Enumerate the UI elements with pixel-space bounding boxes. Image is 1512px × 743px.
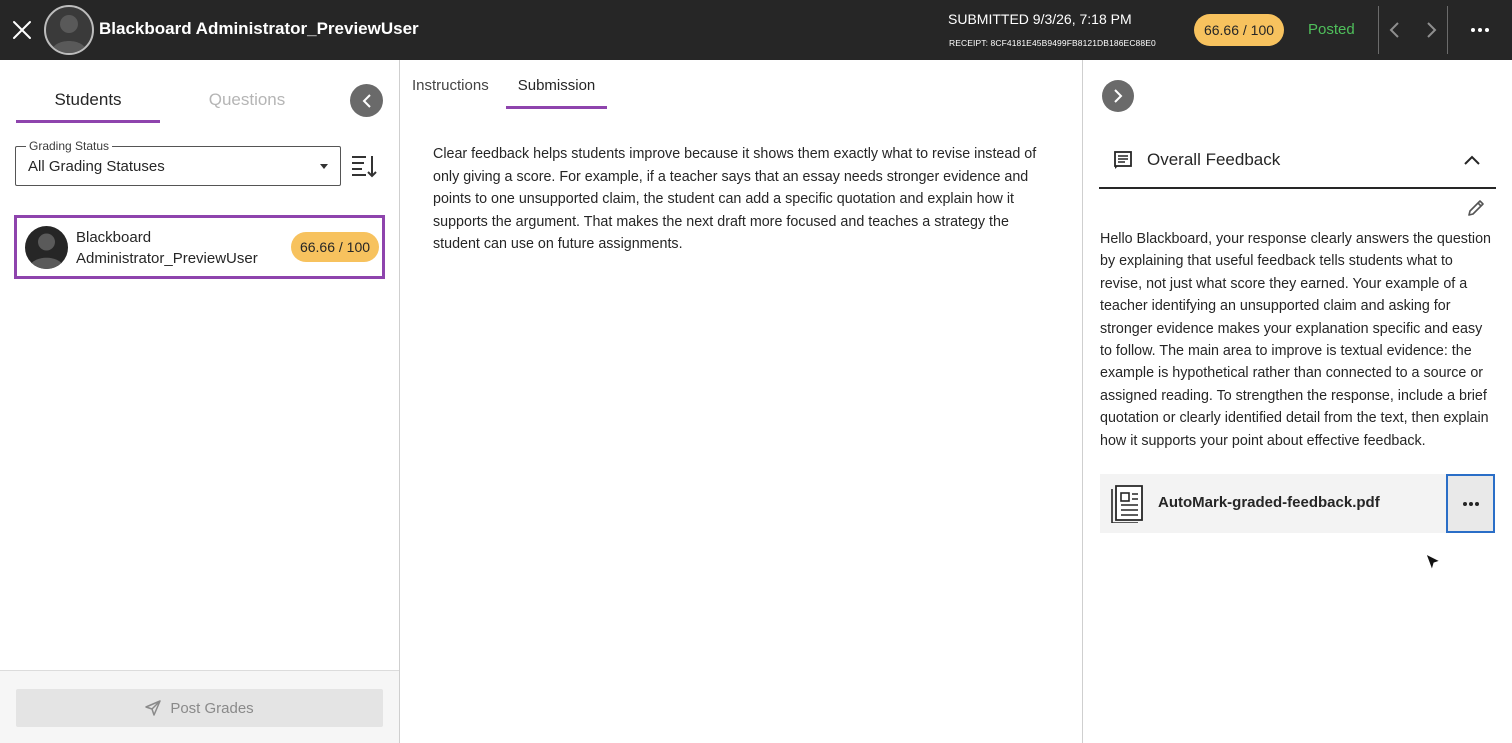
overall-feedback-title: Overall Feedback: [1147, 150, 1281, 169]
feedback-icon: [1113, 150, 1133, 170]
panel-footer: [0, 670, 399, 743]
student-name: Blackboard Administrator_PreviewUser: [76, 229, 258, 267]
next-student-button[interactable]: [1417, 16, 1445, 44]
divider: [1378, 6, 1379, 54]
avatar-icon: [25, 226, 68, 269]
overall-feedback-header[interactable]: [1099, 138, 1496, 189]
user-avatar: [44, 5, 94, 55]
more-icon: [1462, 501, 1480, 507]
avatar-icon: [46, 7, 92, 53]
top-bar: [0, 0, 1512, 60]
student-list-item[interactable]: [14, 215, 385, 279]
divider: [1447, 6, 1448, 54]
submission-text: Clear feedback helps students improve because it shows them exactly what to revise instead of only giving a score. For example, if a teacher says that an essay needs stronger evidence and points to one unsupported claim, the student can add a specific quotation and explain how it supports the argument. That makes the next draft more focused and teaches a strategy the student can use on future assignments.: [433, 146, 1037, 252]
attachment-options-button[interactable]: [1446, 474, 1495, 533]
more-icon: [1470, 27, 1490, 33]
overall-feedback-text: Hello Blackboard, your response clearly answers the question by explaining that useful feedback tells students what to revise, not just what score they earned. Your example of a teacher identifying an unsupported claim and asking for stronger evidence makes your explanation specific and easy to follow. The main area to improve is textual evidence: the example is hypothetical rather than connected to a source or assigned reading. To strengthen the response, include a brief quotation or clearly identified detail from the text, then explain how it supports your point about effective feedback.: [1100, 231, 1491, 449]
grading-status-dropdown[interactable]: [15, 139, 341, 186]
sort-icon: [350, 152, 378, 180]
tab-students[interactable]: Students: [16, 80, 160, 123]
close-icon: [12, 20, 32, 40]
posted-status: Posted: [1308, 21, 1355, 38]
student-avatar: [25, 226, 68, 269]
grading-status-value: All Grading Statuses: [28, 158, 165, 175]
chevron-left-icon: [1388, 21, 1402, 39]
previous-student-button[interactable]: [1381, 16, 1409, 44]
submitted-timestamp: SUBMITTED 9/3/26, 7:18 PM: [948, 11, 1132, 27]
more-options-button[interactable]: [1466, 16, 1494, 44]
tab-submission[interactable]: Submission: [506, 73, 607, 109]
feedback-panel: [1083, 60, 1512, 743]
post-grades-label: Post Grades: [170, 699, 254, 717]
collapse-panel-button[interactable]: [350, 84, 383, 117]
tab-questions[interactable]: Questions: [208, 90, 286, 109]
mouse-cursor-icon: [1424, 552, 1442, 574]
student-name-title: Blackboard Administrator_PreviewUser: [99, 19, 419, 38]
receipt-id: RECEIPT: 8CF4181E45B9499FB8121DB186EC88E0: [949, 38, 1156, 48]
expand-panel-button[interactable]: [1102, 80, 1134, 112]
submission-panel: [400, 60, 1083, 743]
attachment-filename[interactable]: AutoMark-graded-feedback.pdf: [1158, 494, 1380, 511]
chevron-up-icon: [1462, 150, 1482, 170]
tab-instructions[interactable]: Instructions: [412, 77, 489, 94]
close-button[interactable]: [8, 14, 36, 46]
document-icon: [1110, 483, 1148, 523]
chevron-left-icon: [361, 93, 373, 109]
grade-badge[interactable]: 66.66 / 100: [1194, 14, 1284, 46]
send-icon: [145, 700, 161, 716]
students-panel: [0, 60, 400, 743]
feedback-attachment[interactable]: [1100, 474, 1495, 533]
dropdown-caret-icon: [320, 164, 328, 169]
chevron-right-icon: [1112, 88, 1124, 104]
pencil-icon: [1466, 198, 1486, 218]
edit-feedback-button[interactable]: [1466, 198, 1488, 220]
student-grade-badge: 66.66 / 100: [291, 232, 379, 262]
post-grades-button[interactable]: [16, 689, 383, 727]
grading-status-label: Grading Status: [26, 139, 112, 153]
chevron-right-icon: [1424, 21, 1438, 39]
sort-button[interactable]: [350, 152, 378, 180]
